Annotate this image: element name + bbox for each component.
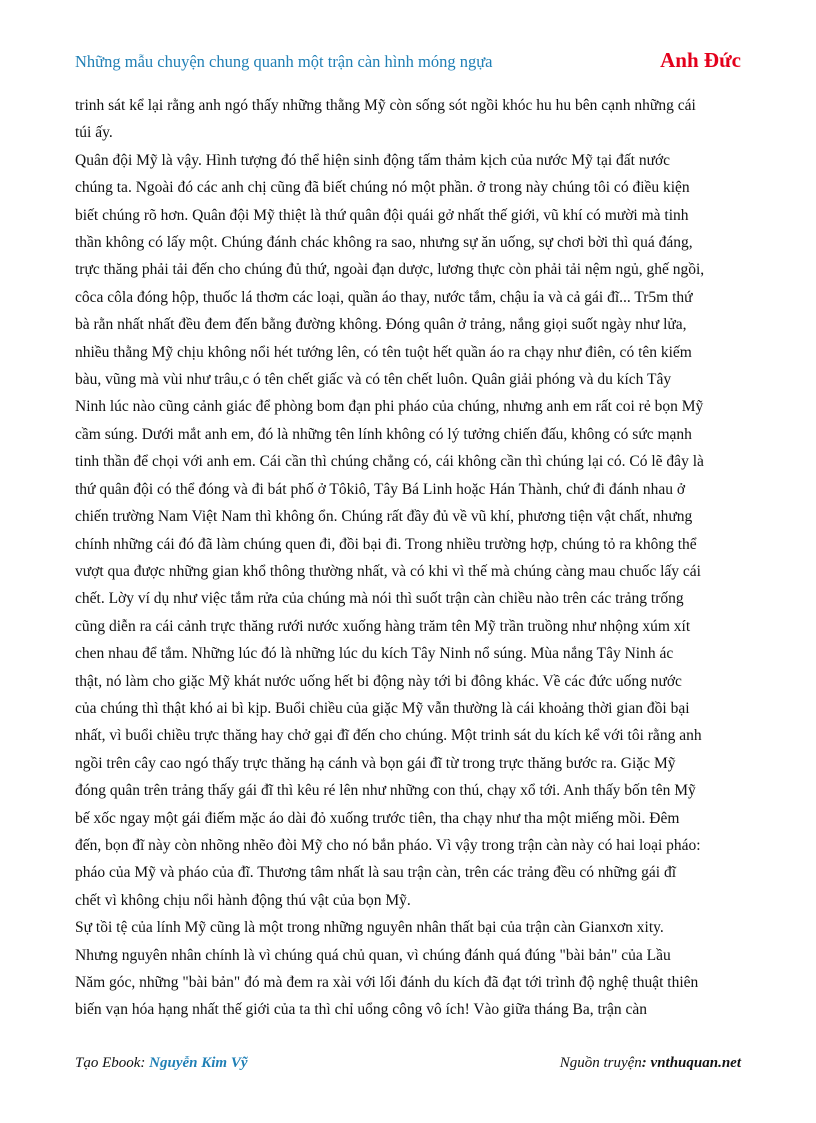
text-line: nhất, vì buổi chiều trực thăng hay chở gại đĩ đến cho chúng. Một trinh sát du kích kể với tôi rằng anh (75, 727, 702, 745)
text-line: cầm súng. Dưới mắt anh em, đó là những tên lính không có lý tưởng chiến đấu, không có sức mạnh (75, 425, 692, 443)
text-line: Năm góc, những "bài bản" đó mà đem ra xài với lối đánh du kích đã đạt tới trình độ nghệ thuật thiên (75, 974, 699, 991)
page-footer (75, 1055, 741, 1077)
text-line: Nhưng nguyên nhân chính là vì chúng quá chủ quan, vì chúng đánh quá đúng "bài bản" của Lầu (75, 946, 671, 964)
paragraph (75, 147, 741, 914)
source-label: Nguồn truyện (559, 1055, 642, 1071)
text-line: tinh thần để chọi với anh em. Cái cần thì chúng chẳng có, cái không cần thì chúng lại có. Có lẽ đây là (75, 453, 704, 471)
paragraph (75, 92, 741, 147)
text-line: côca côla đóng hộp, thuốc lá thơm các loại, quần áo thay, nước tắm, chậu ỉa và cả gái đĩ... Tr5m thứ (75, 288, 693, 306)
source-separator: : (641, 1055, 651, 1071)
text-line: biến vạn hóa hạng nhất thế giới của ta thì chỉ uổng công vô ích! Vào giữa tháng Ba, trận càn (75, 1001, 647, 1019)
text-line: thứ quân đội có thể đóng và đi bát phố ở Tôkiô, Tây Bá Linh hoặc Hán Thành, chứ đi đánh nhau ở (75, 480, 686, 498)
text-line: đóng quân trên trảng thấy gái đĩ thì kêu ré lên như những con thú, chạy xổ tới. Anh thấy bốn tên Mỹ (75, 782, 696, 800)
source-credit (560, 1055, 741, 1072)
text-line: chết. Lờy ví dụ như việc tắm rửa của chúng mà nói thì suốt trận càn chiều nào trên các trảng trống (75, 590, 684, 608)
text-line: Quân đội Mỹ là vậy. Hình tượng đó thể hiện sinh động tấm thảm kịch của nước Mỹ tại đất nước (75, 151, 671, 169)
source-site-link[interactable]: vnthuquan.net (650, 1055, 741, 1071)
text-line: chính những cái đó đã làm chúng quen đi, đồi bại đi. Trong nhiều trường hợp, chúng tỏ ra không thể (75, 535, 697, 553)
text-line: chen nhau để tắm. Những lúc đó là những lúc du kích Tây Ninh nổ súng. Mùa nắng Tây Ninh ác (75, 645, 674, 663)
text-line: đến, bọn đĩ này còn nhõng nhẽo đòi Mỹ cho nó bắn pháo. Vì vậy trong trận càn này có hai loại pháo: (75, 836, 701, 854)
text-line: của chúng thì thật khó ai bì kịp. Buổi chiều của giặc Mỹ vẫn thường là cái khoảng thời gian đồi bại (75, 699, 690, 717)
ebook-label: Tạo Ebook (75, 1055, 141, 1071)
text-line: ngồi trên cây cao ngó thấy trực thăng hạ cánh và bọn gái đĩ từ trong trực thăng bước ra. Giặc Mỹ (75, 754, 676, 772)
text-line: bà rằn nhất nhất đều đem đến bằng đường không. Đóng quân ở trảng, nắng giọi suốt ngày như lửa, (75, 316, 687, 334)
body-text (75, 92, 741, 1024)
text-line: Sự tồi tệ của lính Mỹ cũng là một trong những nguyên nhân thất bại của trận càn Gianxơn xity. (75, 919, 664, 937)
text-line: bàu, vũng mà vùi như trâu,c ó tên chết giấc và có tên chết luôn. Quân giải phóng và du kích Tây (75, 371, 672, 389)
text-line: túi ấy. (75, 124, 113, 142)
text-line: trực thăng phải tải đến cho chúng đủ thứ, ngoài đạn dược, lương thực còn phải tải nệm ngủ, ghế ngồi, (75, 261, 705, 279)
text-line: trinh sát kể lại rằng anh ngó thấy những thằng Mỹ còn sống sót ngồi khóc hu hu bên cạnh những cái (75, 97, 696, 114)
text-line: bế xốc ngay một gái điếm mặc áo dài đỏ xuống trước tiên, tha chạy như tha một miếng mồi. Đêm (75, 809, 680, 827)
text-line: cũng diễn ra cái cảnh trực thăng rưới nước xuống hàng trăm tên Mỹ trần truồng như nhộng xúm xít (75, 617, 691, 635)
document-title: Những mẫu chuyện chung quanh một trận càn hình móng ngựa (75, 52, 493, 71)
text-line: pháo của Mỹ và pháo của đĩ. Thương tâm nhất là sau trận càn, trên các trảng đều có những gái đĩ (75, 864, 677, 882)
ebook-creator-name: Nguyễn Kim Vỹ (149, 1055, 248, 1071)
text-line: chết vì không chịu nổi hành động thú vật của bọn Mỹ. (75, 891, 411, 909)
text-line: biết chúng rõ hơn. Quân đội Mỹ thiệt là thứ quân đội quái gở nhất thế giới, vũ khí có mười mà tinh (75, 206, 689, 224)
ebook-credit (75, 1055, 248, 1072)
ebook-separator: : (140, 1055, 150, 1071)
text-line: Ninh lúc nào cũng cảnh giác để phòng bom đạn phi pháo của chúng, nhưng anh em rất coi rẻ bọn Mỹ (75, 398, 704, 416)
text-line: vượt qua được những gian khổ thông thường nhất, và có khi vì thế mà chúng càng mau chuốc lấy cái (75, 562, 701, 580)
paragraph (75, 914, 741, 1024)
text-line: nhiều thằng Mỹ chịu không nổi hét tướng lên, có tên tuột hết quần áo ra chạy như điên, có tên kiếm (75, 343, 692, 361)
page-header (75, 48, 741, 76)
text-line: chiến trường Nam Việt Nam thì không ổn. Chúng rất đầy đủ về vũ khí, phương tiện vật chất, nhưng (75, 508, 693, 526)
text-line: thật, nó làm cho giặc Mỹ khát nước uống hết bi động này tới bi đông khác. Về các đức uống nước (75, 672, 682, 690)
text-line: chúng ta. Ngoài đó các anh chị cũng đã biết chúng nó một phần. ở trong này chúng tôi có điều kiện (75, 179, 690, 197)
author-name: Anh Đức (660, 48, 741, 72)
text-line: thần không có lấy một. Chúng đánh chác không ra sao, nhưng sự ăn uống, sự chơi bời thì quá đáng, (75, 234, 693, 252)
